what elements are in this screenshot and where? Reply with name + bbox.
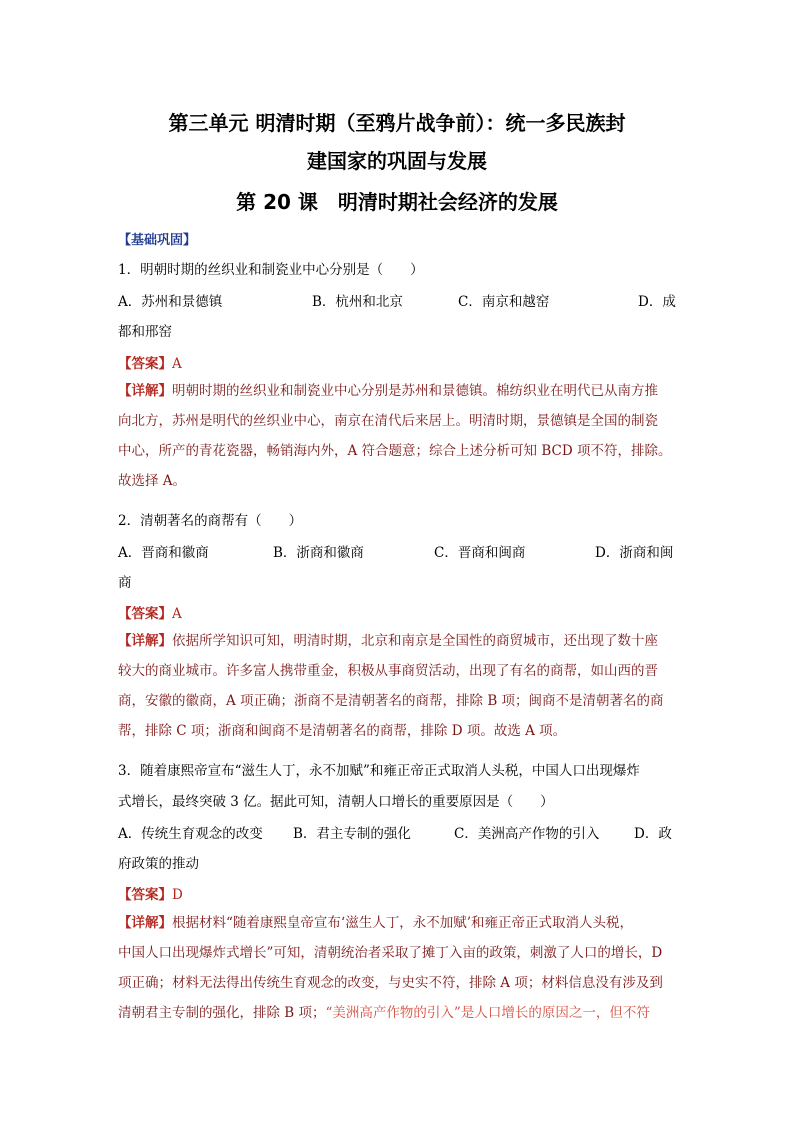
q1-detail-line: 中心，所产的青花瓷器，畅销海内外，A 符合题意；综合上述分析可知 BCD 项不符，排除。 [118, 443, 672, 459]
q3-option-c: C．美洲高产作物的引入 [454, 826, 600, 842]
q1-option-a: A．苏州和景德镇 [118, 294, 223, 310]
q3-option-d: D．政 [634, 826, 672, 842]
q2-detail [118, 626, 684, 746]
detail-tag: 【详解】 [118, 633, 172, 649]
q2-option-d-continued: 商 [118, 575, 132, 591]
q1-answer [118, 352, 182, 372]
unit-title-line1: 第三单元 明清时期（至鸦片战争前）：统一多民族封 [168, 111, 626, 135]
lesson-title: 第 20 课 明清时期社会经济的发展 [236, 190, 558, 214]
q1-detail-line: 向北方，苏州是明代的丝织业中心，南京在清代后来居上。明清时期，景德镇是全国的制瓷 [118, 413, 658, 429]
detail-tag: 【详解】 [118, 915, 172, 931]
q2-detail-line: 商，安徽的徽商，A 项正确；浙商不是清朝著名的商帮，排除 B 项；闽商不是清朝著名的商 [118, 693, 664, 709]
q2-detail-line: 较大的商业城市。许多富人携带重金，积极从事商贸活动，出现了有名的商帮，如山西的晋 [118, 663, 658, 679]
q1-option-d: D．成 [638, 294, 676, 310]
q2-detail-line: 依据所学知识可知，明清时期，北京和南京是全国性的商贸城市，还出现了数十座 [172, 633, 658, 649]
q2-detail-line: 帮，排除 C 项；浙商和闽商不是清朝著名的商帮，排除 D 项。故选 A 项。 [118, 723, 567, 739]
q2-answer-value: A [172, 606, 182, 622]
q3-detail-line: 清朝君主专制的强化，排除 B 项； [118, 1005, 326, 1021]
q1-detail [118, 376, 684, 496]
answer-tag: 【答案】 [118, 887, 172, 903]
q3-answer-value: D [172, 887, 183, 903]
q2-option-c: C．晋商和闽商 [434, 545, 526, 561]
q3-option-a: A．传统生育观念的改变 [118, 826, 263, 842]
detail-tag: 【详解】 [118, 383, 172, 399]
unit-title-line2: 建国家的巩固与发展 [307, 149, 487, 173]
q2-answer [118, 602, 182, 622]
q3-detail-highlight: “美洲高产作物的引入”是人口增长的原因之一，但不符 [325, 1005, 650, 1021]
q3-detail-line: 中国人口出现爆炸式增长”可知，清朝统治者采取了摊丁入亩的政策，刺激了人口的增长，D [118, 945, 663, 961]
q1-option-b: B．杭州和北京 [312, 294, 403, 310]
q1-stem: 1．明朝时期的丝织业和制瓷业中心分别是（ ） [118, 262, 424, 278]
q3-stem-line1: 3．随着康熙帝宣布“滋生人丁，永不加赋”和雍正帝正式取消人头税，中国人口出现爆炸 [118, 763, 640, 779]
answer-tag: 【答案】 [118, 606, 172, 622]
q3-stem-line2: 式增长，最终突破 3 亿。据此可知，清朝人口增长的重要原因是（ ） [118, 794, 554, 810]
q3-answer [118, 883, 183, 903]
q1-detail-line: 故选择 A。 [118, 473, 187, 489]
q3-detail-line: 项正确；材料无法得出传统生育观念的改变，与史实不符，排除 A 项；材料信息没有涉及到 [118, 975, 663, 991]
q3-option-d-continued: 府政策的推动 [118, 856, 199, 872]
answer-tag: 【答案】 [118, 356, 172, 372]
q1-answer-value: A [172, 356, 182, 372]
q2-option-a: A．晋商和徽商 [118, 545, 209, 561]
q2-stem: 2．清朝著名的商帮有（ ） [118, 513, 303, 529]
q3-detail [118, 908, 684, 1028]
q2-option-d: D．浙商和闽 [595, 545, 674, 561]
q1-option-d-continued: 都和邢窑 [118, 324, 172, 340]
q1-option-c: C．南京和越窑 [458, 294, 550, 310]
q1-detail-line: 明朝时期的丝织业和制瓷业中心分别是苏州和景德镇。棉纺织业在明代已从南方推 [172, 383, 658, 399]
section-label: 【基础巩固】 [118, 233, 197, 248]
q3-detail-line: 根据材料“随着康熙皇帝宣布‘滋生人丁，永不加赋’和雍正帝正式取消人头税， [172, 915, 633, 931]
q2-option-b: B．浙商和徽商 [273, 545, 364, 561]
q3-option-b: B．君主专制的强化 [293, 826, 411, 842]
